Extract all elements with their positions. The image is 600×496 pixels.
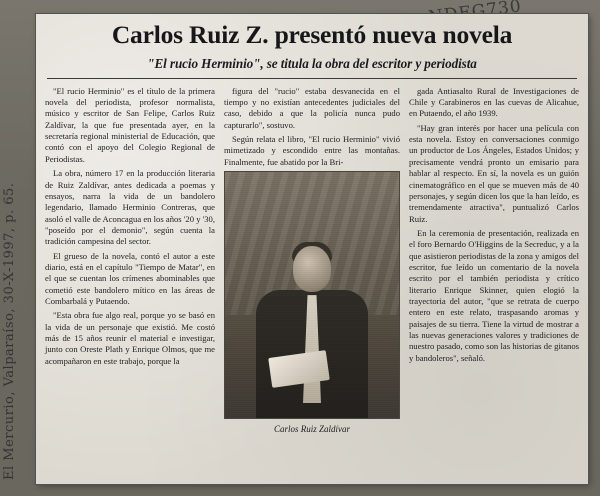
paragraph: figura del "rucio" estaba desvanecida en el tiempo y no existían antecedentes judiciales del caso, debido a que la policía nunca pudo capturarlo", sostuvo.: [224, 85, 400, 130]
photo-grain-overlay: [225, 172, 399, 418]
article-column-3: [409, 86, 579, 458]
annotation-left-margin: El Mercurio, Valparaíso, 30-X-1997, p. 65.: [2, 182, 17, 480]
article-columns: [45, 86, 579, 458]
paragraph: "El rucio Herminio" es el título de la primera novela del periodista, profesor normalista, músico y escritor de San Felipe, Carlos Ruiz Zaldívar, la que fue presentada ayer, en la secretaría regional ministerial de Educación, que contó con el apoyo del Colegio Regional de Periodistas.: [45, 85, 215, 164]
photo-caption: Carlos Ruiz Zaldívar: [273, 424, 350, 435]
carlos-ruiz-zaldivar-photo: [224, 171, 400, 419]
paragraph: "Hay gran interés por hacer una película con esta novela. Estoy en conversaciones conmigo un productor de Los Ángeles, Estados Unidos; y precisamente vendrá pronto un emisario para hablar al respecto. En sí, la novela es un guión cinematográfico en el que se mueven más de 40 personajes, y según dicen los que la han leído, es tremendamente atractiva", puntualizó Carlos Ruiz.: [409, 122, 579, 224]
page-title: Carlos Ruiz Z. presentó nueva novela: [111, 20, 513, 49]
article-clipping: [36, 14, 588, 484]
article-subhead: "El rucio Herminio", se titula la obra del escritor y periodista: [147, 55, 477, 71]
divider: [47, 78, 577, 79]
photo-wrapper: [224, 171, 400, 436]
paragraph: En la ceremonia de presentación, realizada en el foro Bernardo O'Higgins de la Secreduc, y a la que asistieron periodistas de la zona y amigos del escritor, fue leído un comentario de la novela escrito por el también periodista y crítico literario Enrique Skinner, quien elogió la trayectoria del autor, "que se retrata de cuerpo entero en este relato, traspasando aromas y paisajes de su tierra. Tiene la virtud de mostrar a las nuevas generaciones valores y tradiciones de nuestro pasado, como son las historias de gitanos y bandoleros", señaló.: [409, 227, 579, 363]
article-column-1: [45, 86, 215, 458]
paragraph: El grueso de la novela, contó el autor a este diario, está en el capítulo "Tiempo de Matar", en el que se cuentan los crímenes abominables que cometió este bandolero mítico en las áreas de Combarbalá y Putaendo.: [45, 250, 215, 306]
paragraph: gada Antiasalto Rural de Investigaciones de Chile y Carabineros en las cuevas de Alicahue, en Putaendo, el año 1939.: [409, 85, 579, 119]
article-column-2: [224, 86, 400, 458]
paragraph: "Esta obra fue algo real, porque yo se basó en la vida de un personaje que existió. Me costó más de 15 años reunir el material e investigar, junto con Oreste Plath y Enrique Olmos, que me acompañaron en este trabajo, porque la: [45, 310, 215, 366]
paragraph: Según relata el libro, "El rucio Herminio" vivió mimetizado y escondido entre las montañas. Finalmente, fue abatido por la Bri-: [224, 134, 400, 167]
paragraph: La obra, número 17 en la producción literaria de Ruiz Zaldívar, antes dedicada a poemas y ensayos, narra la vida de un bandolero legendario, llamado Herminio Contreras, que asoló el valle de Aconcagua en los años '20 y '30, "poseído por el demonio", según cuenta la tradición campesina del sector.: [45, 168, 215, 247]
